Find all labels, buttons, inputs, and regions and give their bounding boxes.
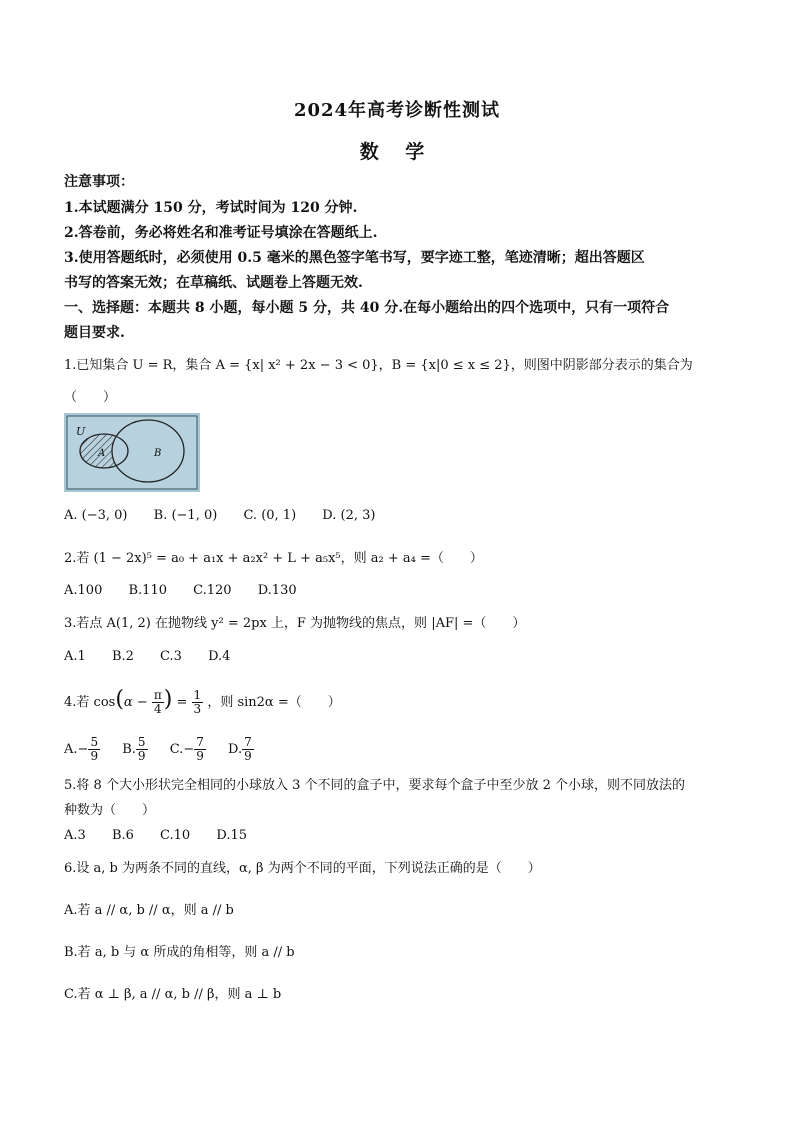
q5-stem-cont: 种数为（ ）	[64, 803, 156, 818]
q3-option-b[interactable]: B.2	[111, 649, 134, 664]
q5-stem: 5.将 8 个大小形状完全相同的小球放入 3 个不同的盒子中，要求每个盒子中至少放 2 个小球，则不同放法的	[64, 778, 686, 793]
q1-paren: （ ）	[64, 390, 117, 405]
notice-heading: 注意事项：	[64, 174, 134, 190]
venn-label-a: A	[98, 448, 106, 459]
q1-stem: 1.已知集合 U = R，集合 A = {x| x² + 2x − 3 < 0}，B = {x|0 ≤ x ≤ 2}，则图中阴影部分表示的集合为	[64, 358, 693, 373]
q1-option-d[interactable]: D. (2, 3)	[322, 508, 376, 523]
notice-item-3-cont: 书写的答案无效；在草稿纸、试题卷上答题无效.	[64, 275, 363, 291]
exam-subject: 数 学	[359, 141, 435, 163]
q6-option-c[interactable]: C.若 α ⊥ β, a // α, b // β，则 a ⊥ b	[64, 987, 282, 1002]
q4-stem-post: ，则 sin2α =（ ）	[207, 695, 341, 710]
exam-title: 2024年高考诊断性测试	[293, 100, 501, 121]
q5-option-a[interactable]: A.3	[64, 828, 86, 843]
q1-options	[64, 506, 744, 526]
q1-option-a[interactable]: A. (−3, 0)	[64, 508, 128, 523]
q4-stem-arg: α −	[123, 695, 148, 710]
q4-eq: =	[176, 695, 188, 710]
q2-option-d[interactable]: D.130	[257, 583, 297, 598]
q3-option-d[interactable]: D.4	[208, 649, 231, 664]
q2-option-b[interactable]: B.110	[128, 583, 167, 598]
notice-item-1: 1.本试题满分 150 分，考试时间为 120 分钟.	[64, 200, 358, 216]
q2-option-a[interactable]: A.100	[64, 583, 103, 598]
q5-option-c[interactable]: C.10	[160, 828, 191, 843]
q6-stem: 6.设 a, b 为两条不同的直线，α, β 为两个不同的平面，下列说法正确的是（ ）	[64, 861, 541, 876]
q1-option-b[interactable]: B. (−1, 0)	[153, 508, 218, 523]
q4-rhs-fraction: $\frac{1}{3}$	[193, 688, 202, 716]
venn-label-u: U	[76, 425, 86, 438]
q2-stem: 2.若 (1 − 2x)⁵ = a₀ + a₁x + a₂x² + L + a₅x⁵，则 a₂ + a₄ =（ ）	[64, 551, 483, 566]
q4-option-d[interactable]: D. $\frac{7}{9}$	[228, 735, 252, 763]
q2-option-c[interactable]: C.120	[193, 583, 232, 598]
q4-stem: 4.若 cos(α − $\frac{\pi}{4}$ ) = $\frac{1}{3}$ ，则 sin2α =（ ）	[64, 687, 341, 716]
notice-item-2: 2.答卷前，务必将姓名和准考证号填涂在答题纸上.	[64, 225, 378, 241]
section-heading-cont: 题目要求.	[64, 325, 125, 341]
q2-options	[64, 581, 744, 601]
q3-option-a[interactable]: A.1	[64, 649, 86, 664]
q6-option-b[interactable]: B.若 a, b 与 α 所成的角相等，则 a // b	[64, 945, 295, 960]
q3-stem: 3.若点 A(1, 2) 在抛物线 y² = 2px 上，F 为抛物线的焦点，则 |AF| =（ ）	[64, 616, 526, 631]
q4-pi-fraction: $\frac{\pi}{4}$	[153, 688, 162, 716]
notice-item-3: 3.使用答题纸时，必须使用 0.5 毫米的黑色签字笔书写，要字迹工整，笔迹清晰；超出答题区	[64, 250, 645, 266]
q5-option-d[interactable]: D.15	[216, 828, 247, 843]
q6-option-a[interactable]: A.若 a // α, b // α，则 a // b	[64, 903, 234, 918]
venn-label-b: B	[154, 448, 162, 459]
q4-option-b[interactable]: B. $\frac{5}{9}$	[122, 735, 146, 763]
q5-options	[64, 826, 744, 846]
q4-option-a[interactable]: A.− $\frac{5}{9}$	[64, 735, 99, 763]
q1-option-c[interactable]: C. (0, 1)	[243, 508, 297, 523]
q3-option-c[interactable]: C.3	[160, 649, 182, 664]
q4-option-c[interactable]: C.− $\frac{7}{9}$	[169, 735, 204, 763]
q4-options	[64, 734, 744, 766]
q3-options	[64, 647, 744, 667]
q5-option-b[interactable]: B.6	[111, 828, 134, 843]
section-heading: 一、选择题：本题共 8 小题，每小题 5 分，共 40 分.在每小题给出的四个选项中，只有一项符合	[64, 300, 670, 316]
venn-diagram	[64, 413, 200, 492]
q4-stem-pre: 4.若 cos	[64, 695, 116, 710]
